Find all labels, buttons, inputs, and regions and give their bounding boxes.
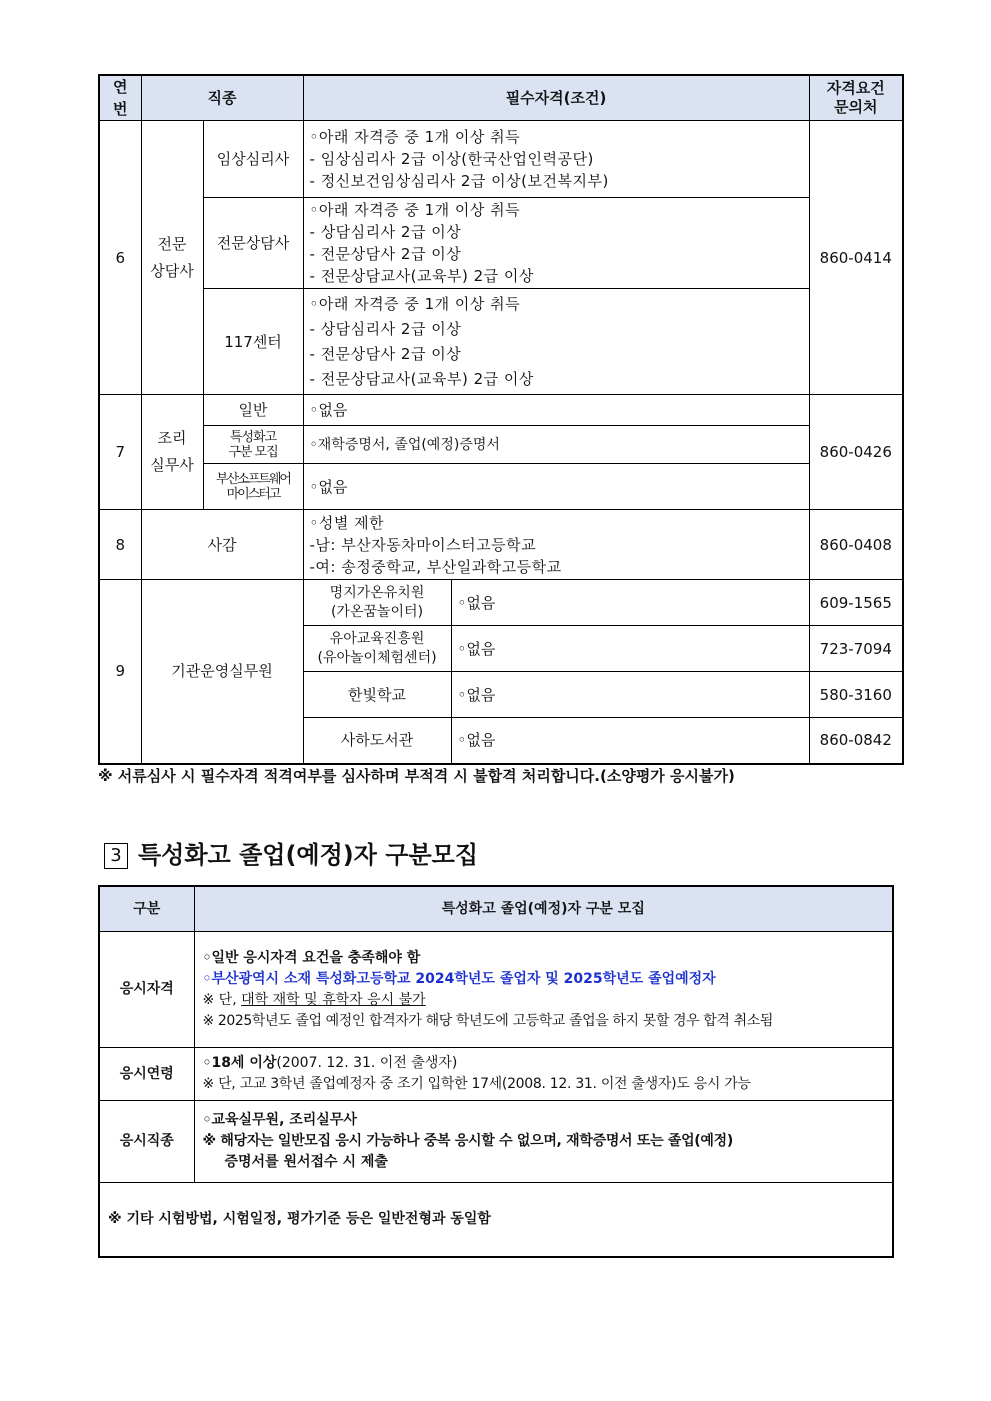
job-category: 전문 상담사 <box>141 121 203 395</box>
row-number: 6 <box>99 121 141 395</box>
job-category: 사감 <box>141 510 303 580</box>
eligibility-content: ◦일반 응시자격 요건을 충족해야 함 ◦부산광역시 소재 특성화고등학교 2024학년도 졸업자 및 2025학년도 졸업예정자 ※ 단, 대학 재학 및 휴학자 응시 불가 ※ 2025학년도 졸업 예정인 합격자가 해당 학년도에 고등학교 졸업을 하지 못할 경우 합격 취소됨 <box>194 932 893 1048</box>
row-number: 7 <box>99 395 141 510</box>
eligibility-note-line: ※ 단, 대학 재학 및 휴학자 응시 불가 <box>202 991 426 1008</box>
special-recruitment-table <box>98 885 894 1258</box>
row-label-jobs: 응시직종 <box>99 1101 194 1183</box>
table-row <box>99 580 903 626</box>
table-row <box>99 464 903 510</box>
job-category: 기관운영실무원 <box>141 580 303 764</box>
contact-number: 860-0842 <box>809 718 903 764</box>
header-requirement: 필수자격(조건) <box>303 75 809 121</box>
institution-name: 사하도서관 <box>303 718 451 764</box>
contact-number: 860-0408 <box>809 510 903 580</box>
row-number: 9 <box>99 580 141 764</box>
header-no: 연번 <box>99 75 141 121</box>
institution-name: 한빛학교 <box>303 672 451 718</box>
job-subtype: 일반 <box>203 395 303 426</box>
contact-number: 860-0426 <box>809 395 903 510</box>
requirement-cell: ◦없음 <box>303 464 809 510</box>
section-heading <box>104 835 478 870</box>
contact-number: 723-7094 <box>809 626 903 672</box>
qualification-table <box>98 74 904 765</box>
header-contact: 자격요건 문의처 <box>809 75 903 121</box>
contact-number: 860-0414 <box>809 121 903 395</box>
header-category: 구분 <box>99 886 194 932</box>
table-row <box>99 289 903 395</box>
table-row <box>99 1048 893 1101</box>
institution-name: 유아교육진흥원 (유아놀이체험센터) <box>303 626 451 672</box>
requirement-cell: ◦없음 <box>451 580 809 626</box>
job-category: 조리 실무사 <box>141 395 203 510</box>
job-subtype: 임상심리사 <box>203 121 303 198</box>
screening-note: ※ 서류심사 시 필수자격 적격여부를 심사하며 부적격 시 불합격 처리합니다.(소양평가 응시불가) <box>98 767 735 785</box>
contact-number: 580-3160 <box>809 672 903 718</box>
row-label-age: 응시연령 <box>99 1048 194 1101</box>
header-title: 특성화고 졸업(예정)자 구분 모집 <box>194 886 893 932</box>
section-number-box: 3 <box>104 843 128 869</box>
requirement-cell: ◦아래 자격증 중 1개 이상 취득 - 상담심리사 2급 이상 - 전문상담사 2급 이상 - 전문상담교사(교육부) 2급 이상 <box>303 289 809 395</box>
requirement-cell: ◦아래 자격증 중 1개 이상 취득 - 임상심리사 2급 이상(한국산업인력공단) - 정신보건임상심리사 2급 이상(보건복지부) <box>303 121 809 198</box>
requirement-cell: ◦아래 자격증 중 1개 이상 취득 - 상담심리사 2급 이상 - 전문상담사 2급 이상 - 전문상담교사(교육부) 2급 이상 <box>303 198 809 289</box>
age-content: ◦18세 이상(2007. 12. 31. 이전 출생자) ※ 단, 고교 3학년 졸업예정자 중 조기 입학한 17세(2008. 12. 31. 이전 출생자)도 응시 가능 <box>194 1048 893 1101</box>
table-row <box>99 1101 893 1183</box>
requirement-cell: ◦재학증명서, 졸업(예정)증명서 <box>303 426 809 464</box>
row-label-eligibility: 응시자격 <box>99 932 194 1048</box>
table-row <box>99 426 903 464</box>
requirement-cell: ◦없음 <box>451 626 809 672</box>
job-subtype: 부산소프트웨어 마이스터고 <box>203 464 303 510</box>
jobs-content: ◦교육실무원, 조리실무사 ※ 해당자는 일반모집 응시 가능하나 중복 응시할 수 없으며, 재학증명서 또는 졸업(예정) 증명서를 원서접수 시 제출 <box>194 1101 893 1183</box>
requirement-cell: ◦없음 <box>303 395 809 426</box>
table-row <box>99 932 893 1048</box>
table-row <box>99 510 903 580</box>
row-number: 8 <box>99 510 141 580</box>
section-title: 특성화고 졸업(예정)자 구분모집 <box>138 841 479 869</box>
job-subtype: 특성화고 구분 모집 <box>203 426 303 464</box>
table-row <box>99 395 903 426</box>
table-header-row <box>99 886 893 932</box>
header-job: 직종 <box>141 75 303 121</box>
requirement-cell: ◦없음 <box>451 672 809 718</box>
job-subtype: 117센터 <box>203 289 303 395</box>
table-footer-note: ※ 기타 시험방법, 시험일정, 평가기준 등은 일반전형과 동일함 <box>99 1183 893 1257</box>
job-subtype: 전문상담사 <box>203 198 303 289</box>
table-row <box>99 1183 893 1257</box>
table-row <box>99 198 903 289</box>
table-header-row <box>99 75 903 121</box>
contact-number: 609-1565 <box>809 580 903 626</box>
requirement-cell: ◦없음 <box>451 718 809 764</box>
institution-name: 명지가온유치원 (가온꿈놀이터) <box>303 580 451 626</box>
table-row <box>99 121 903 198</box>
requirement-cell: ◦성별 제한 -남: 부산자동차마이스터고등학교 -여: 송정중학교, 부산일과학고등학교 <box>303 510 809 580</box>
